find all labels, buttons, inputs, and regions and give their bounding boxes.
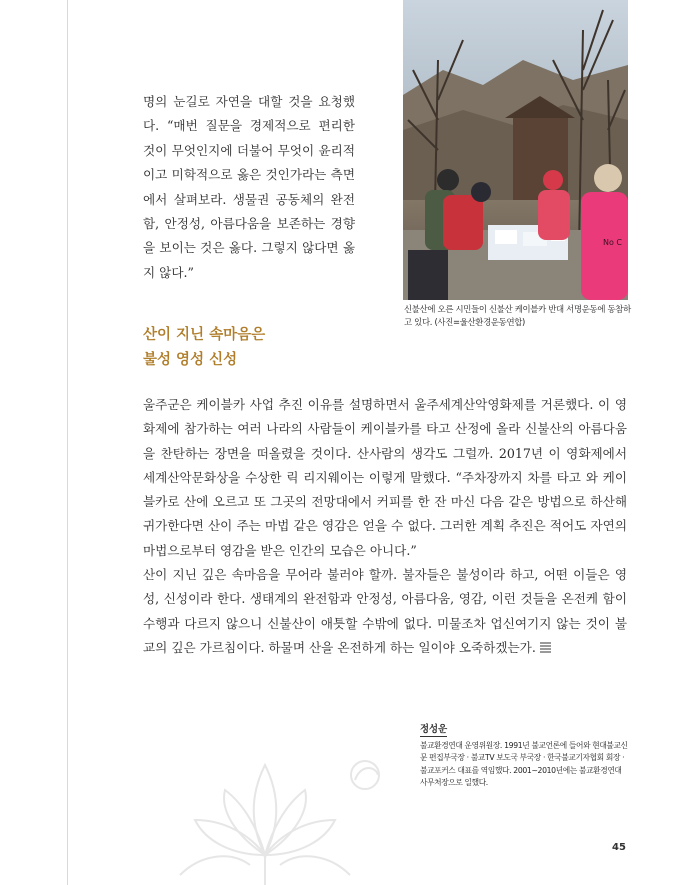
photo-caption: 신불산에 오른 시민들이 신불산 케이블카 반대 서명운동에 동참하고 있다. (사진=울산환경운동연합) [404, 304, 631, 327]
end-of-article-icon [540, 642, 551, 653]
subheading-line-2: 불성 영성 신성 [143, 351, 238, 368]
section-subheading [143, 322, 403, 372]
author-bio: 불교환경연대 운영위원장. 1991년 불교언론에 들어와 현대불교신문 편집부국장 · 불교TV 보도국 부국장 · 한국불교기자협회 회장 · 불교포커스 대표를 역임했다. 2001~2010년에는 불교환경연대 사무처장으로 일했다. [420, 741, 628, 788]
page-number: 45 [612, 842, 626, 853]
vest-print-text: No C [603, 238, 623, 247]
lotus-decoration-icon [140, 755, 390, 885]
photo-signature-campaign [403, 0, 628, 300]
author-name: 정성운 [420, 721, 447, 737]
author-profile [420, 717, 630, 790]
page-margin-line [67, 0, 68, 885]
main-article-body [143, 393, 627, 660]
subheading-line-1: 산이 지닌 속마음은 [143, 326, 266, 343]
body-paragraph-2-text: 산이 지닌 깊은 속마음을 무어라 불러야 할까. 불자들은 불성이라 하고, 어떤 이들은 영성, 신성이라 한다. 생태계의 완전함과 안정성, 아름다움, 영감, 이런 것들을 온전케 함이 수행과 다르지 않으니 신불산이 애틋할 수밖에 없다. 미물조차 업신여기지 않는 것이 불교의 깊은 가르침이다. 하물며 산을 온전하게 하는 일이야 오죽하겠는가. [143, 567, 627, 655]
intro-paragraph: 명의 눈길로 자연을 대할 것을 요청했다. “매번 질문을 경제적으로 편리한 것이 무엇인지에 더불어 무엇이 윤리적이고 미학적으로 옳은 것인가라는 측면에서 살펴보라. 생물권 공동체의 완전함, 안정성, 아름다움을 보존하는 경향을 보이는 것은 옳다. 그렇지 않다면 옳지 않다.” [143, 94, 355, 280]
body-paragraph-1: 울주군은 케이블카 사업 추진 이유를 설명하면서 울주세계산악영화제를 거론했다. 이 영화제에 참가하는 여러 나라의 사람들이 케이블카를 타고 산정에 올라 신불산의 아름다움을 찬탄하는 장면을 떠올렸을 것이다. 산사람의 생각도 그럴까. 2017년 이 영화제에서 세계산악문화상을 수상한 릭 리지웨이는 이렇게 말했다. “주차장까지 차를 타고 와 케이블카로 산에 오르고 또 그곳의 전망대에서 커피를 한 잔 마신 다음 같은 방법으로 하산해 귀가한다면 산이 주는 마법 같은 영감은 얻을 수 없다. 그러한 계획 추진은 적어도 자연의 마법으로부터 영감을 받은 인간의 모습은 아니다.” [143, 397, 627, 558]
body-paragraph-2 [143, 563, 627, 660]
